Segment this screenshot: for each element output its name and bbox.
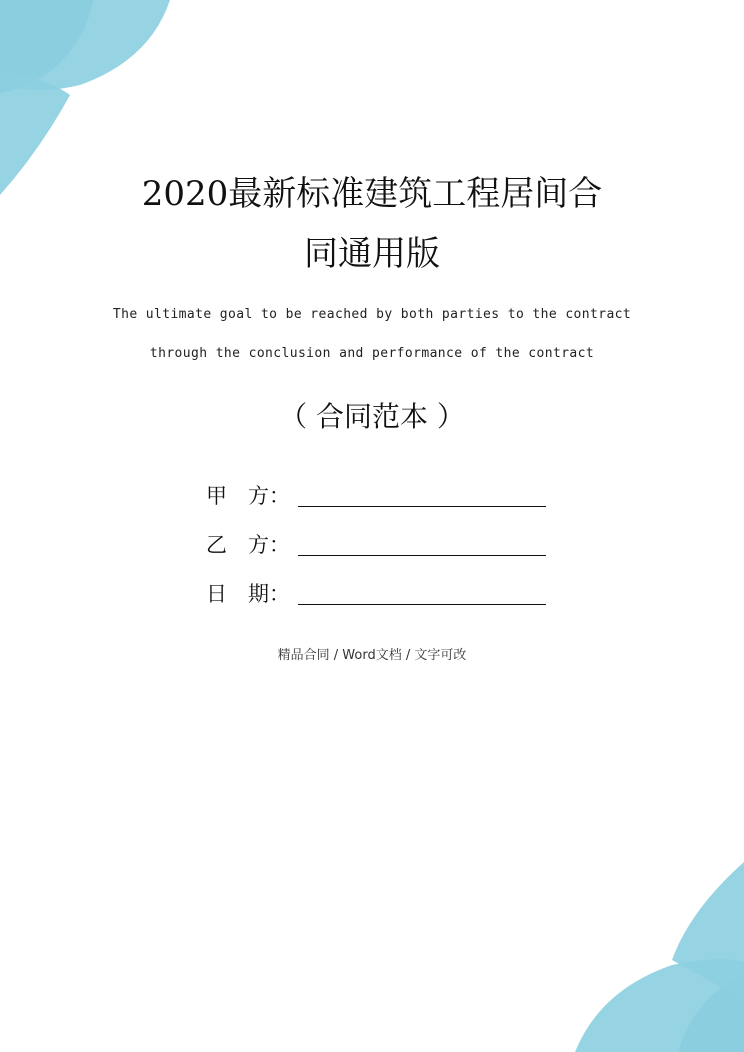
- party-b-field: [206, 529, 551, 559]
- document-title-line-1: 2020最新标准建筑工程居间合: [141, 174, 603, 214]
- document-title-line-2: 同通用版: [304, 234, 440, 274]
- bottom-right-decoration: [575, 862, 744, 1052]
- date-label: 日 期：: [206, 582, 290, 606]
- english-subtitle-line-2: through the conclusion and performance of the contract: [149, 346, 595, 361]
- contract-template-label: （ 合同范本 ）: [279, 400, 465, 433]
- party-a-field: [206, 480, 551, 510]
- date-field: [206, 578, 551, 608]
- party-a-label: 甲 方：: [206, 484, 290, 508]
- document-footer-note: 精品合同 / Word文档 / 文字可改: [277, 648, 467, 663]
- party-b-blank-line: [298, 555, 546, 556]
- date-blank-line: [298, 604, 546, 605]
- party-b-label: 乙 方：: [206, 533, 290, 557]
- english-subtitle-line-1: The ultimate goal to be reached by both parties to the contract: [112, 307, 632, 322]
- party-a-blank-line: [298, 506, 546, 507]
